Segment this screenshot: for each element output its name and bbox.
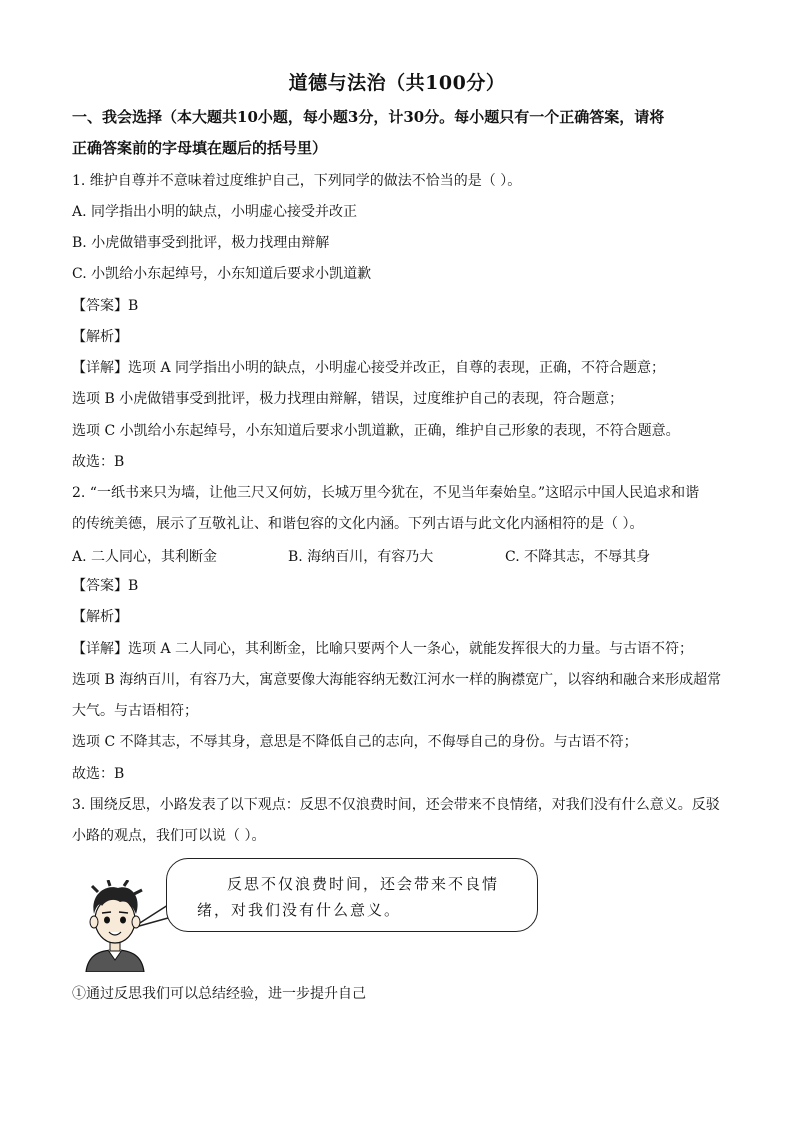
q2-detail-c: 选项 C 不降其志，不辱其身，意思是不降低自己的志向，不侮辱自己的身份。与古语不符； <box>72 734 638 750</box>
q2-detail-b-line2: 大气。与古语相符； <box>72 703 198 719</box>
q3-stem-line2: 小路的观点，我们可以说（ ）。 <box>72 828 266 844</box>
speech-bubble-text: 反思不仅浪费时间，还会带来不良情绪，对我们没有什么意义。 <box>197 875 500 919</box>
q1-detail-b: 选项 B 小虎做错事受到批评，极力找理由辩解，错误，过度维护自己的表现，符合题意； <box>72 391 624 407</box>
q3-stem-line1: 3. 围绕反思，小路发表了以下观点：反思不仅浪费时间，还会带来不良情绪，对我们没有什么意义。反驳 <box>72 797 720 813</box>
q3-item-1: ①通过反思我们可以总结经验，进一步提升自己 <box>72 986 366 1002</box>
q1-option-c: C. 小凯给小东起绰号，小东知道后要求小凯道歉 <box>72 266 372 282</box>
q1-option-b: B. 小虎做错事受到批评，极力找理由辩解 <box>72 235 330 251</box>
section-heading-line2: 正确答案前的字母填在题后的括号里） <box>72 139 328 157</box>
q2-option-c: C. 不降其志，不辱其身 <box>505 549 651 565</box>
q2-analysis: 【解析】 <box>72 609 128 625</box>
speech-bubble <box>166 858 538 932</box>
section-heading-line1: 一、我会选择（本大题共10小题，每小题3分，计30分。每小题只有一个正确答案，请将 <box>72 108 665 126</box>
q1-option-a: A. 同学指出小明的缺点，小明虚心接受并改正 <box>72 204 358 220</box>
boy-illustration <box>80 880 150 972</box>
q2-option-a: A. 二人同心，其利断金 <box>72 549 218 565</box>
q1-detail-a: 【详解】选项 A 同学指出小明的缺点，小明虚心接受并改正，自尊的表现，正确，不符合题意； <box>72 360 666 376</box>
q2-stem-line2: 的传统美德，展示了互敬礼让、和谐包容的文化内涵。下列古语与此文化内涵相符的是（ ）。 <box>72 516 644 532</box>
q1-choice: 故选：B <box>72 454 125 470</box>
q2-detail-b-line1: 选项 B 海纳百川，有容乃大，寓意要像大海能容纳无数江河水一样的胸襟宽广，以容纳和融合来形成超常 <box>72 672 722 688</box>
q1-stem: 1. 维护自尊并不意味着过度维护自己，下列同学的做法不恰当的是（ ）。 <box>72 173 522 189</box>
q1-analysis: 【解析】 <box>72 329 128 345</box>
q1-detail-c: 选项 C 小凯给小东起绰号，小东知道后要求小凯道歉，正确，维护自己形象的表现，不符合题意。 <box>72 423 680 439</box>
q2-stem-line1: 2. “一纸书来只为墙，让他三尺又何妨，长城万里今犹在，不见当年秦始皇。”这昭示中国人民追求和谐 <box>72 485 700 501</box>
q2-answer: 【答案】B <box>72 578 139 594</box>
q1-answer: 【答案】B <box>72 298 139 314</box>
q2-detail-a: 【详解】选项 A 二人同心，其利断金，比喻只要两个人一条心，就能发挥很大的力量。与古语不符； <box>72 641 694 657</box>
page-title: 道德与法治（共100分） <box>288 72 506 94</box>
q2-option-b: B. 海纳百川，有容乃大 <box>288 549 434 565</box>
q2-choice: 故选：B <box>72 766 125 782</box>
